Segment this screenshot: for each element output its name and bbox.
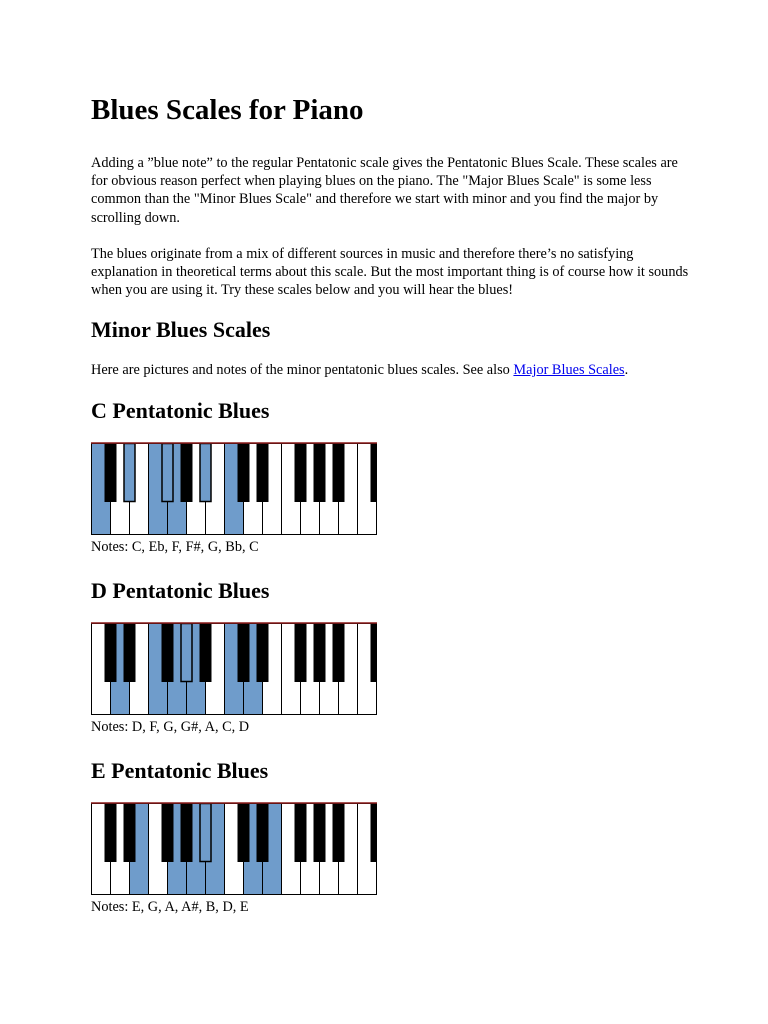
black-key [257, 623, 268, 681]
piano-keyboard-image [91, 622, 377, 716]
black-key [333, 443, 344, 501]
black-key [181, 443, 192, 501]
black-key [162, 803, 173, 861]
black-key [124, 803, 135, 861]
black-key [371, 803, 377, 861]
black-key [238, 443, 249, 501]
black-key [295, 803, 306, 861]
minor-blues-heading: Minor Blues Scales [91, 317, 271, 343]
intro-paragraph-2: The blues originate from a mix of different sources in music and therefore there’s no satisfying explanation in theoretical terms about this scale. But the most important thing is of course how it sounds when you are using it. Try these scales below and you will hear the blues! [91, 245, 689, 299]
scale-heading: D Pentatonic Blues [91, 577, 270, 603]
page-title: Blues Scales for Piano [91, 94, 364, 126]
piano-keyboard-image [91, 442, 377, 536]
scale-heading: C Pentatonic Blues [91, 397, 270, 423]
scale-e-pentatonic-blues [91, 758, 691, 916]
article-content [91, 92, 691, 938]
black-key-highlighted [200, 803, 211, 861]
black-key [314, 623, 325, 681]
piano-keyboard-image [91, 802, 377, 896]
black-key [105, 623, 116, 681]
black-key [124, 623, 135, 681]
major-blues-scales-link[interactable]: Major Blues Scales [513, 362, 625, 379]
minor-blues-section [91, 317, 691, 379]
scale-d-pentatonic-blues [91, 578, 691, 736]
minor-blues-description [91, 361, 691, 379]
scale-heading: E Pentatonic Blues [91, 757, 269, 783]
description-period: . [624, 362, 629, 379]
black-key-highlighted [124, 443, 135, 501]
black-key [238, 803, 249, 861]
black-key [200, 623, 211, 681]
black-key [333, 623, 344, 681]
black-key [105, 443, 116, 501]
black-key [314, 803, 325, 861]
scale-notes: Notes: D, F, G, G#, A, C, D [91, 718, 250, 735]
black-key [314, 443, 325, 501]
description-text: Here are pictures and notes of the minor pentatonic blues scales. See also [91, 362, 514, 379]
black-key [371, 623, 377, 681]
black-key [162, 623, 173, 681]
black-key [105, 803, 116, 861]
black-key [295, 623, 306, 681]
scale-notes: Notes: C, Eb, F, F#, G, Bb, C [91, 538, 259, 555]
black-key [371, 443, 377, 501]
scale-notes: Notes: E, G, A, A#, B, D, E [91, 898, 249, 915]
black-key [295, 443, 306, 501]
black-key-highlighted [181, 623, 192, 681]
black-key-highlighted [162, 443, 173, 501]
black-key [238, 623, 249, 681]
intro-paragraph-1: Adding a ”blue note” to the regular Pentatonic scale gives the Pentatonic Blues Scale. These scales are for obvious reason perfect when playing blues on the piano. The "Major Blues Scale" is some less common than the "Minor Blues Scale" and therefore we start with minor and you find the major by scrolling down. [91, 155, 678, 226]
black-key [257, 803, 268, 861]
scale-c-pentatonic-blues [91, 398, 691, 556]
black-key [257, 443, 268, 501]
black-key [181, 803, 192, 861]
black-key-highlighted [200, 443, 211, 501]
black-key [333, 803, 344, 861]
